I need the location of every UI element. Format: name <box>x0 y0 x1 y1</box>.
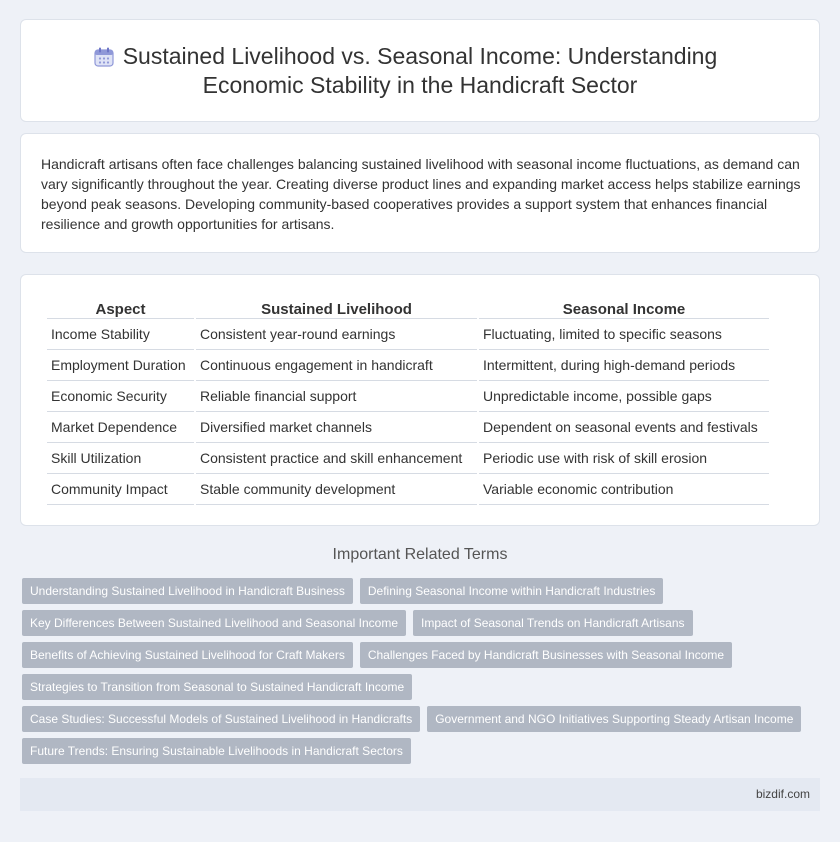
table-row <box>47 319 769 350</box>
table-cell: Unpredictable income, possible gaps <box>479 381 769 412</box>
table-cell: Reliable financial support <box>196 381 477 412</box>
related-term-tag[interactable]: Case Studies: Successful Models of Sustained Livelihood in Handicrafts <box>22 706 420 732</box>
table-cell: Diversified market channels <box>196 412 477 443</box>
site-link[interactable]: bizdif.com <box>755 787 810 801</box>
table-cell: Employment Duration <box>47 350 194 381</box>
table-cell: Dependent on seasonal events and festivals <box>479 412 769 443</box>
related-term-tag[interactable]: Impact of Seasonal Trends on Handicraft Artisans <box>413 610 692 636</box>
related-term-tag[interactable]: Challenges Faced by Handicraft Businesses with Seasonal Income <box>360 642 732 668</box>
table-cell: Fluctuating, limited to specific seasons <box>479 319 769 350</box>
table-cell: Skill Utilization <box>47 443 194 474</box>
intro-paragraph: Handicraft artisans often face challenges balancing sustained livelihood with seasonal income fluctuations, as demand can vary significantly throughout the year. Creating diverse product lines and expanding market access helps stabilize earnings beyond peak seasons. Developing community-based cooperatives provides a support system that enhances financial resilience and growth opportunities for artisans. <box>41 156 801 232</box>
table-cell: Market Dependence <box>47 412 194 443</box>
column-header-seasonal: Seasonal Income <box>479 297 769 319</box>
table-row <box>47 412 769 443</box>
related-terms-list <box>22 578 812 770</box>
table-row <box>47 443 769 474</box>
table-cell: Consistent practice and skill enhancement <box>196 443 477 474</box>
table-cell: Economic Security <box>47 381 194 412</box>
column-header-sustained: Sustained Livelihood <box>196 297 477 319</box>
table-cell: Income Stability <box>47 319 194 350</box>
comparison-table-card <box>20 274 820 526</box>
table-cell: Intermittent, during high-demand periods <box>479 350 769 381</box>
footer <box>20 778 820 811</box>
table-header-row <box>47 297 769 319</box>
related-term-tag[interactable]: Defining Seasonal Income within Handicraft Industries <box>360 578 663 604</box>
related-term-tag[interactable]: Future Trends: Ensuring Sustainable Livelihoods in Handicraft Sectors <box>22 738 411 764</box>
comparison-table <box>45 297 771 505</box>
table-cell: Periodic use with risk of skill erosion <box>479 443 769 474</box>
related-term-tag[interactable]: Strategies to Transition from Seasonal to Sustained Handicraft Income <box>22 674 412 700</box>
column-header-aspect: Aspect <box>47 297 194 319</box>
related-term-tag[interactable]: Key Differences Between Sustained Livelihood and Seasonal Income <box>22 610 406 636</box>
table-row <box>47 350 769 381</box>
table-cell: Variable economic contribution <box>479 474 769 505</box>
page-title-line-1: Sustained Livelihood vs. Seasonal Income: Understanding <box>122 43 718 69</box>
table-cell: Community Impact <box>47 474 194 505</box>
table-cell: Continuous engagement in handicraft <box>196 350 477 381</box>
page-title-line-2: Economic Stability in the Handicraft Sector <box>202 72 638 98</box>
page-title <box>21 42 819 100</box>
table-cell: Consistent year-round earnings <box>196 319 477 350</box>
title-card <box>20 19 820 122</box>
related-term-tag[interactable]: Government and NGO Initiatives Supporting Steady Artisan Income <box>427 706 801 732</box>
table-row <box>47 381 769 412</box>
related-terms-heading: Important Related Terms <box>332 546 508 563</box>
table-row <box>47 474 769 505</box>
table-cell: Stable community development <box>196 474 477 505</box>
intro-card <box>20 133 820 253</box>
related-term-tag[interactable]: Benefits of Achieving Sustained Livelihood for Craft Makers <box>22 642 353 668</box>
related-term-tag[interactable]: Understanding Sustained Livelihood in Handicraft Business <box>22 578 353 604</box>
